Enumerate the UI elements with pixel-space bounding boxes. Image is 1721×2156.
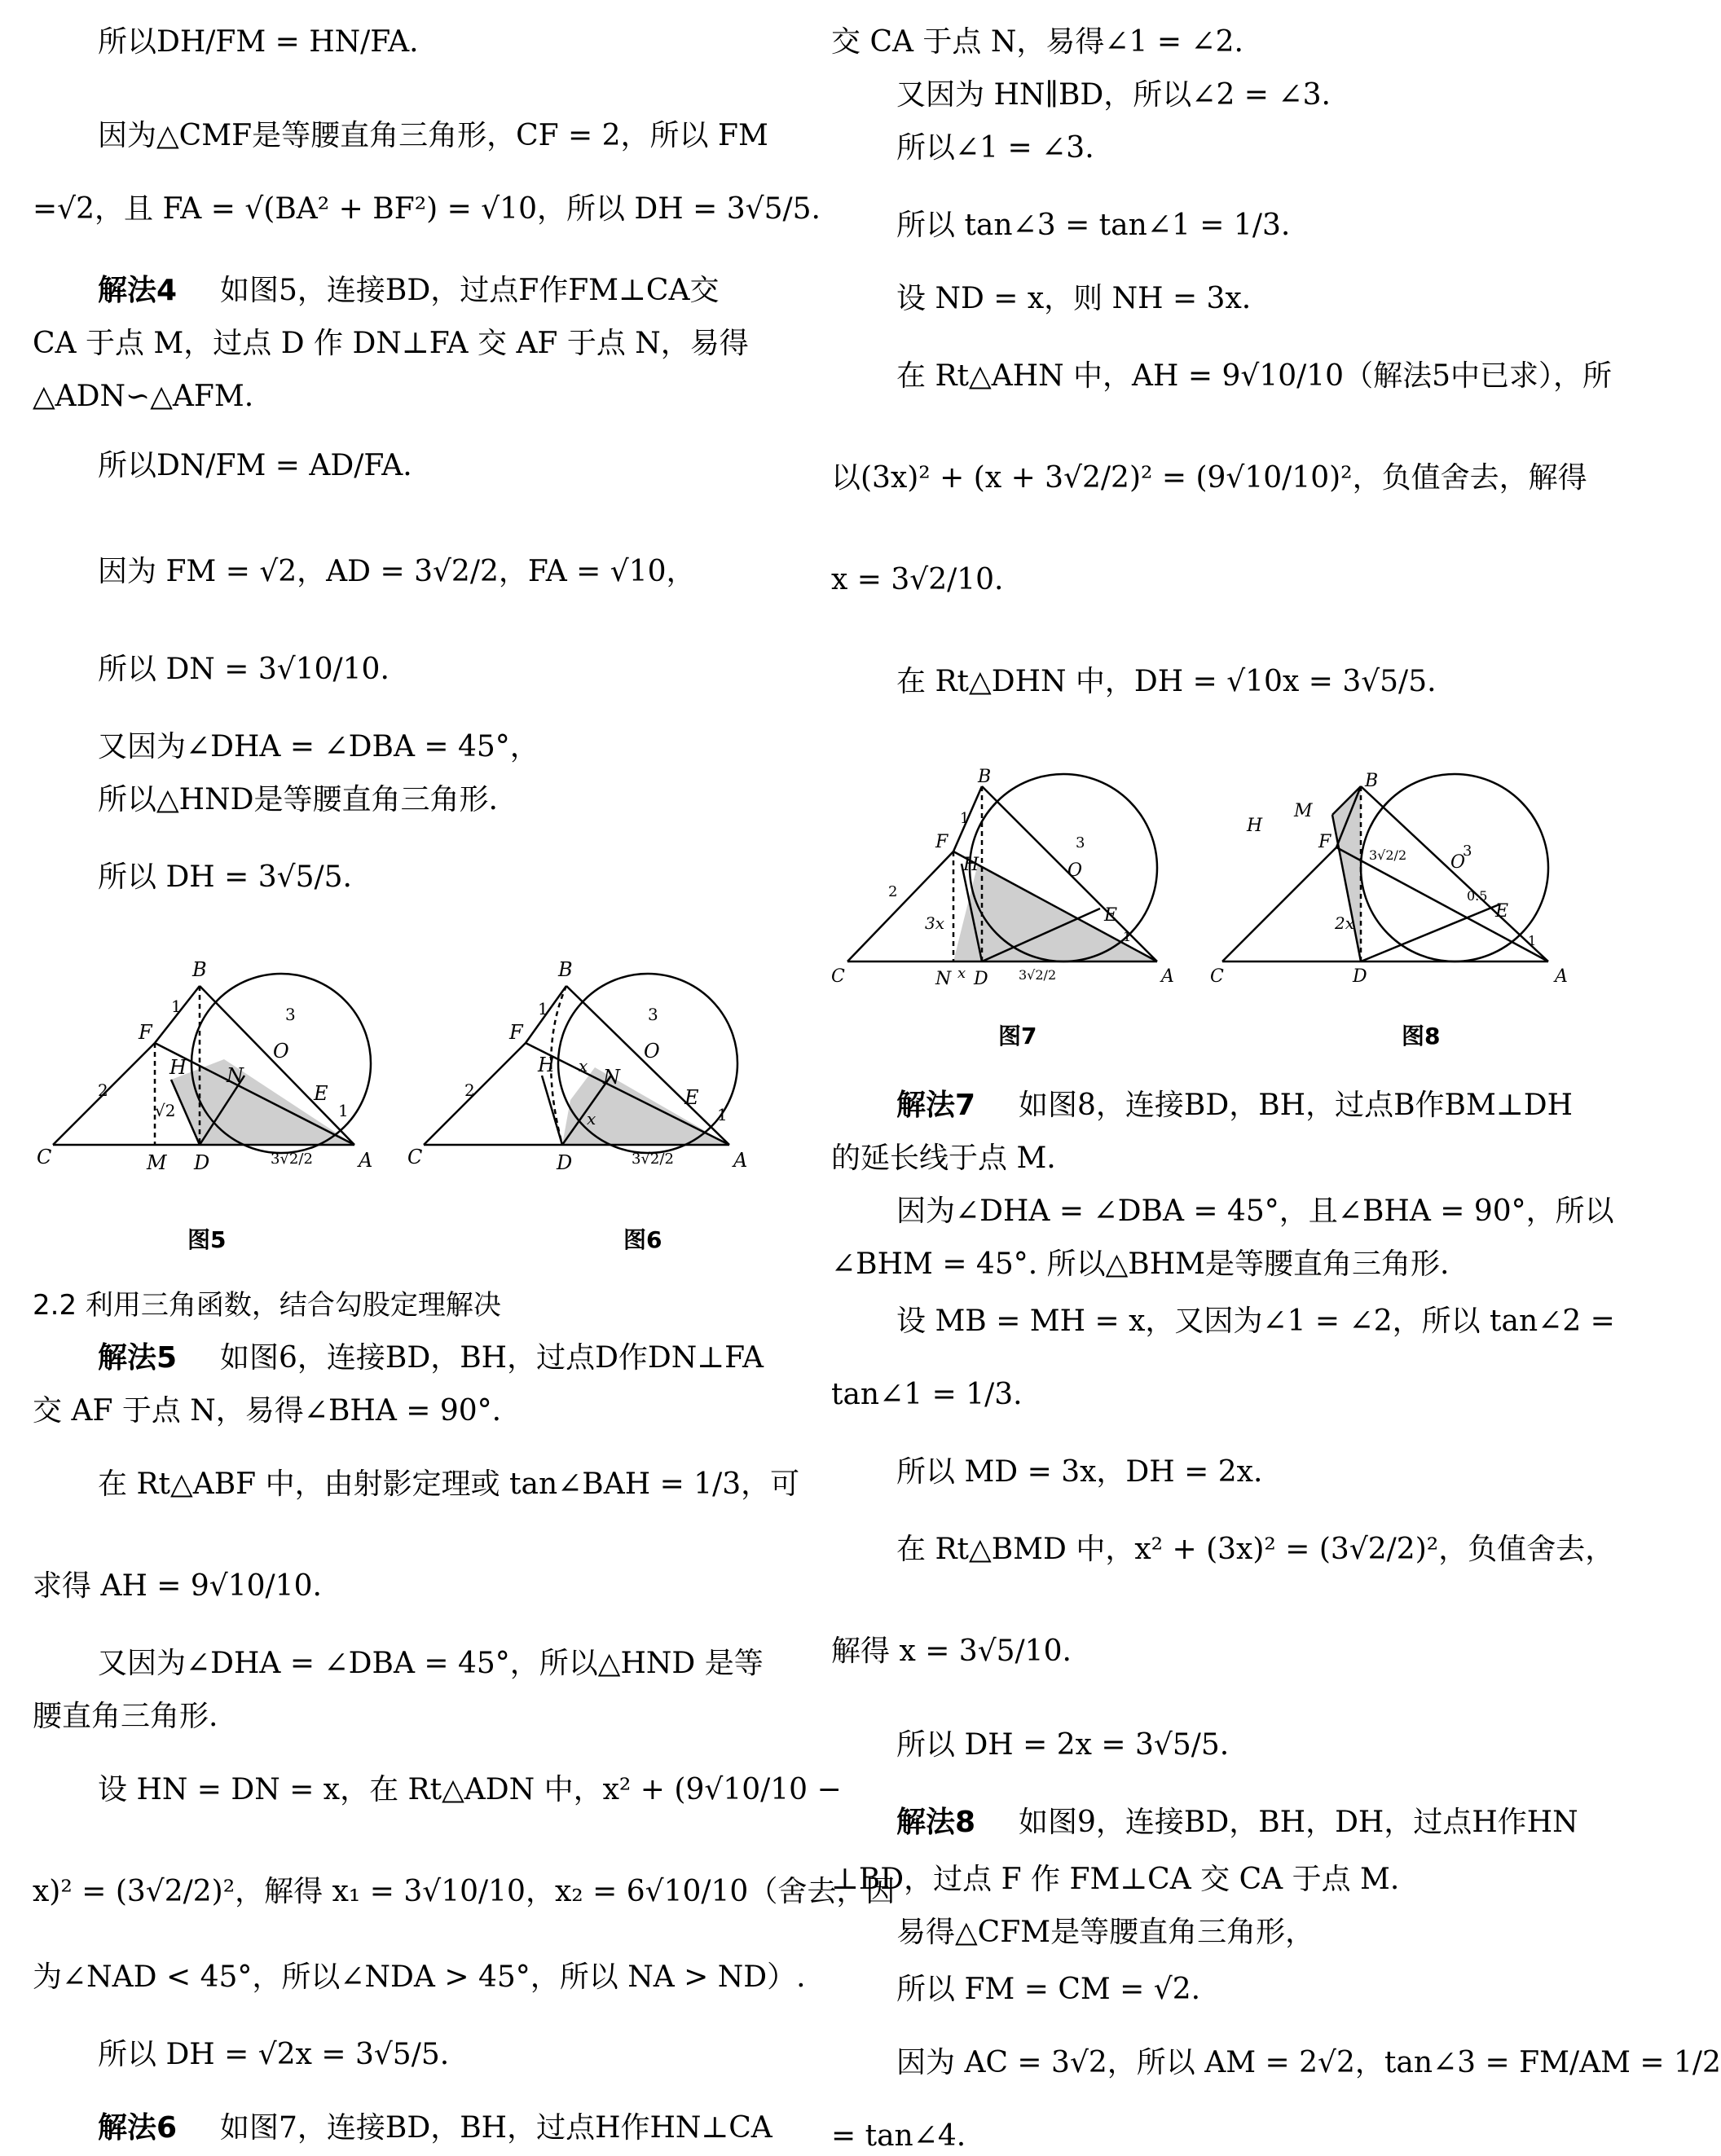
text-line: 设 ND = x，则 NH = 3x. <box>896 282 1252 315</box>
text-line: 求得 AH = 9√10/10. <box>33 1569 322 1603</box>
svg-text:3√2/2: 3√2/2 <box>271 1151 313 1168</box>
svg-text:1: 1 <box>171 997 182 1016</box>
svg-text:F: F <box>935 832 949 852</box>
text-line: 所以 FM = CM = √2. <box>896 1973 1201 2006</box>
figure-6 <box>403 953 778 1198</box>
text-line: 解法5 <box>98 1341 178 1375</box>
text-line: 在 Rt△DHN 中，DH = √10x = 3√5/5. <box>896 665 1437 698</box>
text-line: 所以 DH = 2x = 3√5/5. <box>896 1728 1230 1762</box>
text-line: 设 HN = DN = x，在 Rt△ADN 中，x² + (9√10/10 − <box>98 1773 842 1806</box>
text-line: 如图8，连接BD，BH，过点B作BM⊥DH <box>1019 1089 1573 1122</box>
text-line: 所以 DN = 3√10/10. <box>98 653 390 686</box>
svg-text:E: E <box>1104 905 1118 926</box>
svg-text:F: F <box>1318 832 1331 852</box>
text-line: 所以 tan∠3 = tan∠1 = 1/3. <box>896 209 1291 242</box>
text-line: 在 Rt△BMD 中，x² + (3x)² = (3√2/2)²，负值舍去， <box>896 1533 1615 1566</box>
text-line: ∠BHM = 45°. 所以△BHM是等腰直角三角形. <box>831 1247 1450 1281</box>
text-line: 的延长线于点 M. <box>831 1142 1056 1175</box>
svg-text:2: 2 <box>464 1080 475 1100</box>
fig5-caption: 图5 <box>187 1226 227 1253</box>
svg-text:A: A <box>1161 966 1174 987</box>
svg-text:A: A <box>359 1149 373 1172</box>
svg-text:M: M <box>1294 801 1313 821</box>
text-line: CA 于点 M，过点 D 作 DN⊥FA 交 AF 于点 N，易得 <box>33 327 749 360</box>
svg-text:A: A <box>1555 966 1568 987</box>
text-line: 又因为∠DHA = ∠DBA = 45°，所以△HND 是等 <box>98 1647 764 1680</box>
text-line: 解法6 <box>98 2111 178 2145</box>
fig7-caption: 图7 <box>998 1023 1037 1049</box>
text-line: 解法4 <box>98 274 178 307</box>
text-line: 在 Rt△ABF 中，由射影定理或 tan∠BAH = 1/3，可 <box>98 1467 800 1501</box>
text-line: 因为 AC = 3√2，所以 AM = 2√2，tan∠3 = FM/AM = 1/2 <box>896 2046 1721 2079</box>
svg-text:O: O <box>1450 852 1466 873</box>
svg-text:1: 1 <box>338 1101 349 1120</box>
text-line: 腰直角三角形. <box>33 1700 218 1733</box>
svg-text:1: 1 <box>1528 933 1537 948</box>
svg-text:3: 3 <box>285 1005 296 1024</box>
svg-text:F: F <box>509 1021 523 1044</box>
svg-text:O: O <box>1067 860 1083 881</box>
svg-text:D: D <box>1353 966 1367 987</box>
svg-text:N: N <box>935 969 952 989</box>
svg-text:D: D <box>974 969 988 989</box>
text-line: 解得 x = 3√5/10. <box>831 1635 1072 1668</box>
figure-8 <box>1206 766 1581 994</box>
svg-text:A: A <box>733 1149 748 1172</box>
svg-text:D: D <box>194 1151 210 1174</box>
svg-text:C: C <box>407 1146 423 1168</box>
svg-text:√2: √2 <box>155 1101 176 1120</box>
svg-text:1: 1 <box>1123 929 1132 944</box>
svg-text:H: H <box>1247 816 1263 836</box>
text-line: △ADN∽△AFM. <box>33 380 254 413</box>
text-line: tan∠1 = 1/3. <box>831 1378 1023 1411</box>
text-line: 如图7，连接BD，BH，过点H作HN⊥CA <box>220 2111 772 2145</box>
svg-text:2x: 2x <box>1335 913 1355 933</box>
svg-text:x: x <box>579 1056 588 1076</box>
svg-text:3x: 3x <box>925 913 945 933</box>
text-line: 易得△CFM是等腰直角三角形， <box>896 1916 1315 1949</box>
text-line: 如图9，连接BD，BH，DH，过点H作HN <box>1019 1806 1578 1839</box>
text-line: 所以DN/FM = AD/FA. <box>98 449 412 482</box>
text-line: 所以∠1 = ∠3. <box>896 131 1094 165</box>
svg-text:x: x <box>587 1109 596 1129</box>
text-line: 因为△CMF是等腰直角三角形，CF = 2，所以 FM <box>98 119 768 152</box>
text-line: = tan∠4. <box>831 2119 966 2153</box>
svg-text:E: E <box>684 1086 699 1109</box>
svg-text:O: O <box>644 1040 660 1063</box>
figure-5 <box>33 953 391 1198</box>
svg-text:B: B <box>978 767 992 787</box>
svg-text:N: N <box>603 1066 620 1089</box>
svg-text:1: 1 <box>717 1105 728 1124</box>
text-line: 如图6，连接BD，BH，过点D作DN⊥FA <box>220 1341 764 1375</box>
svg-text:O: O <box>273 1040 289 1063</box>
text-line: 所以△HND是等腰直角三角形. <box>98 783 498 816</box>
text-line: 因为∠DHA = ∠DBA = 45°，且∠BHA = 90°，所以 <box>896 1195 1614 1228</box>
text-line: 解法7 <box>896 1089 976 1122</box>
svg-text:3√2/2: 3√2/2 <box>1019 967 1057 983</box>
svg-text:3: 3 <box>1076 834 1085 851</box>
text-line: x)² = (3√2/2)²，解得 x₁ = 3√10/10，x₂ = 6√10/10（舍去，因 <box>33 1875 896 1908</box>
svg-text:C: C <box>1210 966 1224 987</box>
svg-text:H: H <box>538 1054 555 1076</box>
text-line: 以(3x)² + (x + 3√2/2)² = (9√10/10)²，负值舍去，解得 <box>831 461 1587 495</box>
text-line: 在 Rt△AHN 中，AH = 9√10/10（解法5中已求），所 <box>896 359 1612 393</box>
svg-text:C: C <box>37 1146 52 1168</box>
svg-text:3√2/2: 3√2/2 <box>632 1151 674 1168</box>
text-line: 解法8 <box>896 1806 976 1839</box>
svg-text:B: B <box>1365 771 1379 791</box>
svg-text:2: 2 <box>888 883 898 900</box>
text-line: =√2，且 FA = √(BA² + BF²) = √10，所以 DH = 3√5/5. <box>33 192 821 226</box>
svg-text:3√2/2: 3√2/2 <box>1369 847 1407 863</box>
svg-text:M: M <box>147 1151 167 1174</box>
svg-text:E: E <box>314 1082 328 1105</box>
svg-text:1: 1 <box>960 810 970 827</box>
text-line: 所以DH/FM = HN/FA. <box>98 25 419 59</box>
svg-text:C: C <box>831 966 845 987</box>
fig8-caption: 图8 <box>1402 1023 1441 1049</box>
svg-text:1: 1 <box>538 999 548 1019</box>
text-line: 如图5，连接BD，过点F作FM⊥CA交 <box>220 274 720 307</box>
text-line: 交 CA 于点 N，易得∠1 = ∠2. <box>831 25 1244 59</box>
svg-text:F: F <box>139 1021 152 1044</box>
text-line: 所以 MD = 3x，DH = 2x. <box>896 1455 1263 1489</box>
text-line: 又因为∠DHA = ∠DBA = 45°， <box>98 730 539 763</box>
svg-text:E: E <box>1495 901 1509 922</box>
fig5-label: B <box>192 958 207 981</box>
fig6-caption: 图6 <box>623 1226 662 1253</box>
text-line: ⊥BD，过点 F 作 FM⊥CA 交 CA 于点 M. <box>831 1863 1400 1896</box>
svg-text:0.5: 0.5 <box>1467 888 1488 904</box>
svg-text:2: 2 <box>98 1080 108 1100</box>
text-line: 所以 DH = 3√5/5. <box>98 860 352 894</box>
text-line: 又因为 HN∥BD，所以∠2 = ∠3. <box>896 78 1331 112</box>
svg-text:3: 3 <box>1463 843 1472 860</box>
text-line: 设 MB = MH = x，又因为∠1 = ∠2，所以 tan∠2 = <box>896 1305 1615 1338</box>
text-line: 所以 DH = √2x = 3√5/5. <box>98 2038 450 2071</box>
svg-text:D: D <box>557 1151 573 1174</box>
svg-text:H: H <box>169 1056 187 1079</box>
figure-7 <box>831 766 1190 994</box>
text-line: 为∠NAD < 45°，所以∠NDA > 45°，所以 NA > ND）. <box>33 1960 806 1994</box>
text-line: x = 3√2/10. <box>831 563 1004 596</box>
svg-text:3: 3 <box>648 1005 658 1024</box>
svg-text:H: H <box>963 855 979 875</box>
svg-text:x: x <box>957 965 966 982</box>
text-line: 交 AF 于点 N，易得∠BHA = 90°. <box>33 1394 502 1428</box>
text-line: 因为 FM = √2，AD = 3√2/2，FA = √10， <box>98 555 696 588</box>
text-line: 2.2 利用三角函数，结合勾股定理解决 <box>33 1289 501 1322</box>
svg-text:N: N <box>227 1064 244 1087</box>
svg-text:B: B <box>558 958 573 981</box>
